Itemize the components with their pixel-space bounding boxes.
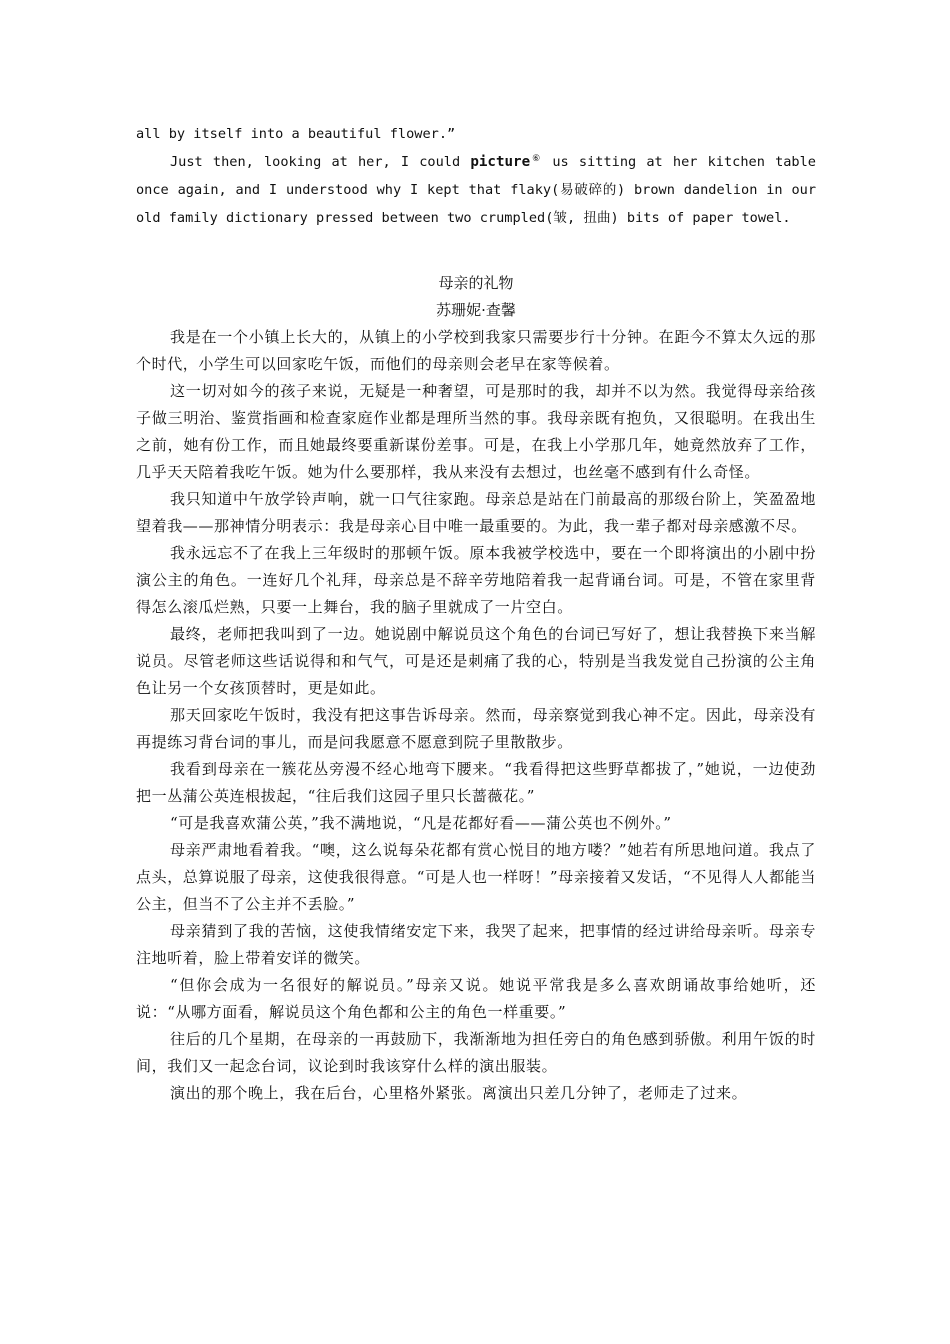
english-paragraph-1: all by itself into a beautiful flower.” — [136, 126, 456, 142]
chinese-paragraph: “但你会成为一名很好的解说员。”母亲又说。她说平常我是多么喜欢朗诵故事给她听，还说：“从哪方面看，解说员这个角色都和公主的角色一样重要。” — [136, 976, 816, 1021]
chinese-body — [136, 324, 816, 1107]
english-paragraph-2 — [136, 148, 816, 232]
chinese-paragraph: 母亲严肃地看着我。“噢，这么说每朵花都有赏心悦目的地方喽？”她若有所思地问道。我点了点头，总算说服了母亲，这使我很得意。“可是人也一样呀！”母亲接着又发话，“不见得人人都能当公主，但当不了公主并不丢脸。” — [136, 841, 817, 913]
chinese-paragraph: “可是我喜欢蒲公英，”我不满地说，“凡是花都好看——蒲公英也不例外。” — [170, 814, 672, 832]
vocab-word-picture: picture — [470, 154, 531, 170]
chinese-paragraph: 这一切对如今的孩子来说，无疑是一种奢望，可是那时的我，却并不以为然。我觉得母亲给孩子做三明治、鉴赏指画和检查家庭作业都是理所当然的事。我母亲既有抱负，又很聪明。在我出生之前，她有份工作，而且她最终要重新谋份差事。可是，在我上小学那几年，她竟然放弃了工作，几乎天天陪着我吃午饭。她为什么要那样，我从来没有去想过，也丝毫不感到有什么奇怪。 — [136, 382, 816, 481]
chinese-paragraph: 我永远忘不了在我上三年级时的那顿午饭。原本我被学校选中，要在一个即将演出的小剧中扮演公主的角色。一连好几个礼拜，母亲总是不辞辛劳地陪着我一起背诵台词。可是，不管在家里背得怎么滚瓜烂熟，只要一上舞台，我的脑子里就成了一片空白。 — [136, 544, 816, 616]
article-author: 苏珊妮·查馨 — [436, 301, 516, 319]
footnote-marker: ⑥ — [530, 154, 543, 164]
chinese-paragraph: 我只知道中午放学铃声响，就一口气往家跑。母亲总是站在门前最高的那级台阶上，笑盈盈地望着我——那神情分明表示：我是母亲心目中唯一最重要的。为此，我一辈子都对母亲感激不尽。 — [136, 490, 816, 535]
chinese-paragraph: 往后的几个星期，在母亲的一再鼓励下，我渐渐地为担任旁白的角色感到骄傲。利用午饭的时间，我们又一起念台词，议论到时我该穿什么样的演出服装。 — [136, 1030, 816, 1075]
chinese-paragraph: 最终，老师把我叫到了一边。她说剧中解说员这个角色的台词已写好了，想让我替换下来当解说员。尽管老师这些话说得和和气气，可是还是刺痛了我的心，特别是当我发觉自己扮演的公主角色让另一个女孩顶替时，更是如此。 — [136, 625, 816, 697]
document-page — [136, 120, 816, 1107]
article-title: 母亲的礼物 — [438, 274, 514, 292]
english-paragraph-2-start: Just then, looking at her, I could — [170, 154, 471, 170]
chinese-paragraph: 那天回家吃午饭时，我没有把这事告诉母亲。然而，母亲察觉到我心神不定。因此，母亲没有再提练习背台词的事儿，而是问我愿意不愿意到院子里散散步。 — [136, 706, 816, 751]
english-paragraph-2-end: us sitting at her kitchen table once again, and I understood why I kept that flaky(易破碎的) brown dandelion in our old family dictionary pressed between two crumpled(皱, 扭曲) bits of paper towel. — [136, 154, 816, 226]
section-spacer — [136, 232, 816, 270]
chinese-paragraph: 我是在一个小镇上长大的，从镇上的小学校到我家只需要步行十分钟。在距今不算太久远的那个时代，小学生可以回家吃午饭，而他们的母亲则会老早在家等候着。 — [136, 328, 816, 373]
chinese-paragraph: 我看到母亲在一簇花丛旁漫不经心地弯下腰来。“我看得把这些野草都拔了，”她说，一边使劲把一丛蒲公英连根拔起，“往后我们这园子里只长蔷薇花。” — [136, 760, 816, 805]
chinese-paragraph: 演出的那个晚上，我在后台，心里格外紧张。离演出只差几分钟了，老师走了过来。 — [170, 1084, 748, 1102]
chinese-paragraph: 母亲猜到了我的苦恼，这使我情绪安定下来，我哭了起来，把事情的经过讲给母亲听。母亲专注地听着，脸上带着安详的微笑。 — [136, 922, 816, 967]
